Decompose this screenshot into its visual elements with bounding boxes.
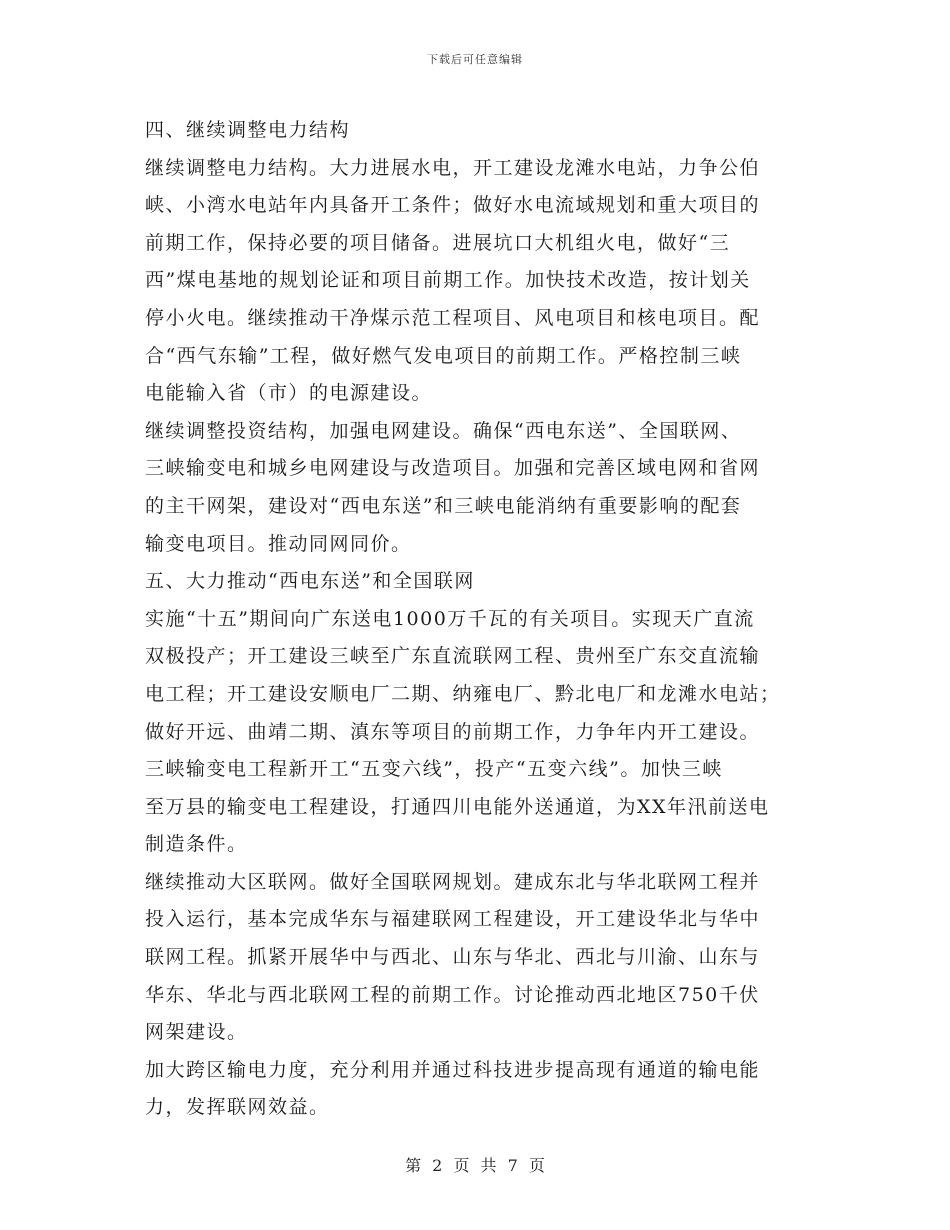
text-line: 的主干网架，建设对“西电东送”和三峡电能消纳有重要影响的配套 bbox=[145, 494, 742, 517]
text-line: 至万县的输变电工程建设，打通四川电能外送通道，为XX年汛前送电 bbox=[145, 795, 770, 818]
text-line: 网架建设。 bbox=[145, 1021, 248, 1044]
page-header: 下载后可任意编辑 bbox=[427, 53, 523, 66]
text-line: 实施“十五”期间向广东送电1000万千瓦的有关项目。实现天广直流 bbox=[145, 607, 755, 630]
text-line: 西”煤电基地的规划论证和项目前期工作。加快技术改造，按计划关 bbox=[145, 269, 751, 292]
page-number: 第 2 页 共 7 页 bbox=[405, 1156, 545, 1175]
text-line: 做好开远、曲靖二期、滇东等项目的前期工作，力争年内开工建设。 bbox=[145, 720, 761, 743]
paragraph-power-structure bbox=[145, 150, 805, 413]
text-line: 峡、小湾水电站年内具备开工条件；做好水电流域规划和重大项目的 bbox=[145, 194, 761, 217]
paragraph-regional-interconnection bbox=[145, 864, 805, 1052]
text-line: 加大跨区输电力度，充分利用并通过科技进步提高现有通道的输电能 bbox=[145, 1058, 761, 1081]
text-line: 投入运行，基本完成华东与福建联网工程建设，开工建设华北与华中 bbox=[145, 908, 761, 931]
text-line: 电工程；开工建设安顺电厂二期、纳雍电厂、黔北电厂和龙滩水电站； bbox=[145, 682, 781, 705]
text-line: 继续调整电力结构。大力进展水电，开工建设龙滩水电站，力争公伯 bbox=[145, 156, 761, 179]
text-line: 三峡输变电工程新开工“五变六线”，投产“五变六线”。加快三峡 bbox=[145, 758, 723, 781]
section-heading-5 bbox=[145, 563, 805, 601]
text-line: 输变电项目。推动同网同价。 bbox=[145, 532, 412, 555]
section-heading-4 bbox=[145, 112, 805, 150]
text-line: 停小火电。继续推动干净煤示范工程项目、风电项目和核电项目。配 bbox=[145, 306, 761, 329]
paragraph-west-east-transmission bbox=[145, 601, 805, 864]
document-body bbox=[145, 112, 805, 1127]
text-line: 前期工作，保持必要的项目储备。进展坑口大机组火电，做好“三 bbox=[145, 231, 731, 254]
text-line: 联网工程。抓紧开展华中与西北、山东与华北、西北与川渝、山东与 bbox=[145, 946, 761, 969]
text-line: 五、大力推动“西电东送”和全国联网 bbox=[145, 570, 475, 593]
text-line: 继续推动大区联网。做好全国联网规划。建成东北与华北联网工程并 bbox=[145, 870, 761, 893]
text-line: 合“西气东输”工程，做好燃气发电项目的前期工作。严格控制三峡 bbox=[145, 344, 742, 367]
text-line: 力，发挥联网效益。 bbox=[145, 1096, 330, 1119]
paragraph-cross-region-transmission bbox=[145, 1052, 805, 1127]
text-line: 三峡输变电和城乡电网建设与改造项目。加强和完善区域电网和省网 bbox=[145, 457, 761, 480]
text-line: 双极投产；开工建设三峡至广东直流联网工程、贵州至广东交直流输 bbox=[145, 645, 761, 668]
text-line: 电能输入省（市）的电源建设。 bbox=[145, 382, 433, 405]
text-line: 制造条件。 bbox=[145, 833, 248, 856]
text-line: 华东、华北与西北联网工程的前期工作。讨论推动西北地区750千伏 bbox=[145, 983, 760, 1006]
paragraph-investment-structure bbox=[145, 413, 805, 563]
text-line: 继续调整投资结构，加强电网建设。确保“西电东送”、全国联网、 bbox=[145, 419, 742, 442]
text-line: 四、继续调整电力结构 bbox=[145, 119, 351, 141]
